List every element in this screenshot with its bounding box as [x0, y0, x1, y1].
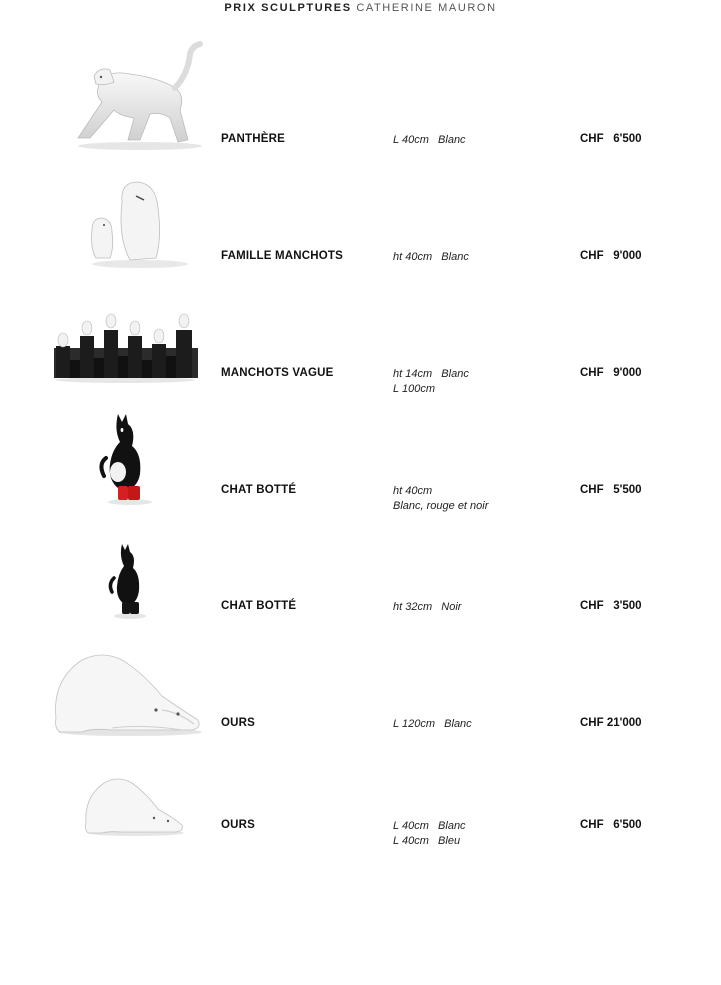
item-price: CHF 9'000 — [580, 250, 642, 262]
item-spec-line-2: L 100cm — [393, 383, 435, 395]
header-title-light: CATHERINE MAURON — [356, 2, 497, 14]
item-spec-line-2: L 40cm Bleu — [393, 835, 461, 847]
item-price: CHF 9'000 — [580, 367, 642, 379]
item-name: CHAT BOTTÉ — [221, 484, 297, 496]
puss-in-boots-black-sculpture-icon — [106, 540, 150, 620]
item-name: FAMILLE MANCHOTS — [221, 250, 344, 262]
item-price: CHF 3'500 — [580, 600, 642, 612]
item-spec — [393, 717, 472, 732]
item-spec-line-1: ht 40cm — [393, 485, 433, 497]
item-price: CHF 6'500 — [580, 819, 642, 831]
item-name: CHAT BOTTÉ — [221, 600, 297, 612]
item-spec-line-1: L 40cm Blanc — [393, 134, 466, 146]
item-spec — [393, 250, 469, 265]
item-spec-line-2: Blanc, rouge et noir — [393, 500, 489, 512]
item-spec — [393, 484, 488, 514]
item-name: OURS — [221, 717, 256, 729]
item-name: MANCHOTS VAGUE — [221, 367, 334, 379]
item-spec — [393, 133, 466, 148]
item-price: CHF 21'000 — [580, 717, 642, 729]
penguin-family-sculpture-icon — [82, 178, 192, 270]
item-price: CHF 5'500 — [580, 484, 642, 496]
item-spec-line-1: ht 14cm Blanc — [393, 368, 469, 380]
small-bear-sculpture-icon — [82, 775, 186, 837]
item-spec — [393, 819, 466, 849]
header-title-bold: PRIX SCULPTURES — [224, 2, 352, 14]
item-spec-line-1: ht 32cm Noir — [393, 601, 462, 613]
item-name: OURS — [221, 819, 256, 831]
puss-in-boots-red-sculpture-icon — [96, 410, 156, 506]
item-price: CHF 6'500 — [580, 133, 642, 145]
item-spec — [393, 600, 461, 615]
item-spec-line-1: L 40cm Blanc — [393, 820, 466, 832]
item-spec-line-1: ht 40cm Blanc — [393, 251, 469, 263]
penguin-wave-sculpture-icon — [52, 308, 198, 384]
item-spec — [393, 367, 469, 397]
item-spec-line-1: L 120cm Blanc — [393, 718, 472, 730]
panther-sculpture-icon — [70, 40, 205, 152]
large-bear-sculpture-icon — [52, 650, 204, 738]
page-header — [0, 2, 721, 14]
item-name: PANTHÈRE — [221, 133, 286, 145]
